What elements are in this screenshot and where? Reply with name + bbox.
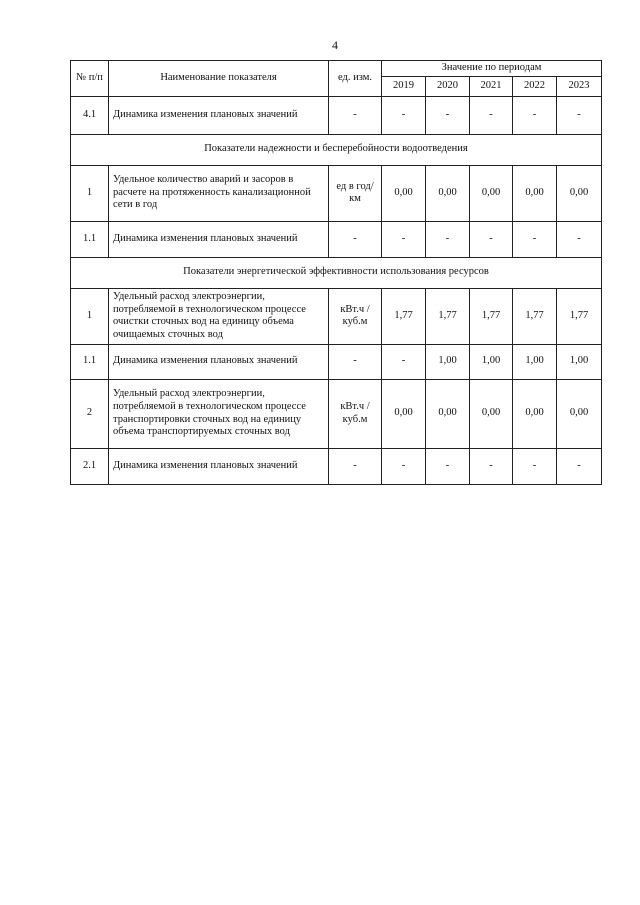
indicators-table [70, 60, 602, 485]
header-num: № п/п [71, 61, 109, 97]
row-name: Динамика изменения плановых значений [109, 344, 329, 379]
row-value: - [382, 448, 426, 484]
row-unit: - [329, 448, 382, 484]
row-name: Удельное количество аварий и засоров в расчете на протяженность канализационной сети в год [109, 165, 329, 221]
row-value: - [470, 221, 513, 257]
row-value: 1,00 [470, 344, 513, 379]
table-row [71, 165, 602, 221]
row-value: 0,00 [426, 165, 470, 221]
row-value: 0,00 [382, 165, 426, 221]
row-value: 1,00 [426, 344, 470, 379]
header-year: 2019 [382, 76, 426, 96]
row-name: Удельный расход электроэнергии, потребляемой в технологическом процессе транспортировки сточных вод на единицу объема транспортируемых сточных вод [109, 379, 329, 448]
table-row [71, 96, 602, 134]
row-num: 1.1 [71, 221, 109, 257]
row-value: 1,77 [426, 288, 470, 344]
row-value: - [513, 96, 557, 134]
row-value: - [470, 448, 513, 484]
row-name: Динамика изменения плановых значений [109, 96, 329, 134]
header-name: Наименование показателя [109, 61, 329, 97]
header-year: 2023 [557, 76, 602, 96]
row-value: 0,00 [470, 165, 513, 221]
row-num: 2 [71, 379, 109, 448]
row-value: 1,77 [557, 288, 602, 344]
row-value: - [557, 448, 602, 484]
row-num: 1.1 [71, 344, 109, 379]
row-value: 0,00 [513, 379, 557, 448]
section-title: Показатели надежности и бесперебойности водоотведения [71, 134, 602, 165]
row-value: - [557, 96, 602, 134]
section-row [71, 134, 602, 165]
row-value: 1,77 [513, 288, 557, 344]
row-value: 1,00 [557, 344, 602, 379]
row-unit: кВт.ч / куб.м [329, 288, 382, 344]
table-row [71, 221, 602, 257]
header-unit: ед. изм. [329, 61, 382, 97]
row-value: - [426, 448, 470, 484]
row-value: 0,00 [513, 165, 557, 221]
row-value: - [426, 96, 470, 134]
row-unit: кВт.ч / куб.м [329, 379, 382, 448]
row-value: - [382, 221, 426, 257]
row-unit: ед в год/ км [329, 165, 382, 221]
row-name: Динамика изменения плановых значений [109, 221, 329, 257]
row-unit: - [329, 221, 382, 257]
row-value: 0,00 [426, 379, 470, 448]
page-number: 4 [332, 38, 338, 52]
row-num: 1 [71, 165, 109, 221]
table-row [71, 344, 602, 379]
row-value: - [513, 221, 557, 257]
section-row [71, 257, 602, 288]
table-row [71, 448, 602, 484]
row-value: 1,00 [513, 344, 557, 379]
table-row [71, 379, 602, 448]
row-value: 0,00 [557, 379, 602, 448]
row-unit: - [329, 96, 382, 134]
row-value: - [426, 221, 470, 257]
row-value: - [382, 344, 426, 379]
row-num: 1 [71, 288, 109, 344]
row-name: Динамика изменения плановых значений [109, 448, 329, 484]
row-value: 0,00 [557, 165, 602, 221]
row-value: 0,00 [470, 379, 513, 448]
row-value: 0,00 [382, 379, 426, 448]
row-num: 2.1 [71, 448, 109, 484]
header-year: 2021 [470, 76, 513, 96]
row-value: 1,77 [382, 288, 426, 344]
row-value: - [382, 96, 426, 134]
header-year: 2022 [513, 76, 557, 96]
row-num: 4.1 [71, 96, 109, 134]
section-title: Показатели энергетической эффективности использования ресурсов [71, 257, 602, 288]
row-value: - [470, 96, 513, 134]
row-value: - [557, 221, 602, 257]
header-periods: Значение по периодам [382, 61, 602, 77]
row-name: Удельный расход электроэнергии, потребляемой в технологическом процессе очистки сточных вод на единицу объема очищаемых сточных вод [109, 288, 329, 344]
row-value: 1,77 [470, 288, 513, 344]
row-unit: - [329, 344, 382, 379]
header-year: 2020 [426, 76, 470, 96]
row-value: - [513, 448, 557, 484]
table-row [71, 288, 602, 344]
